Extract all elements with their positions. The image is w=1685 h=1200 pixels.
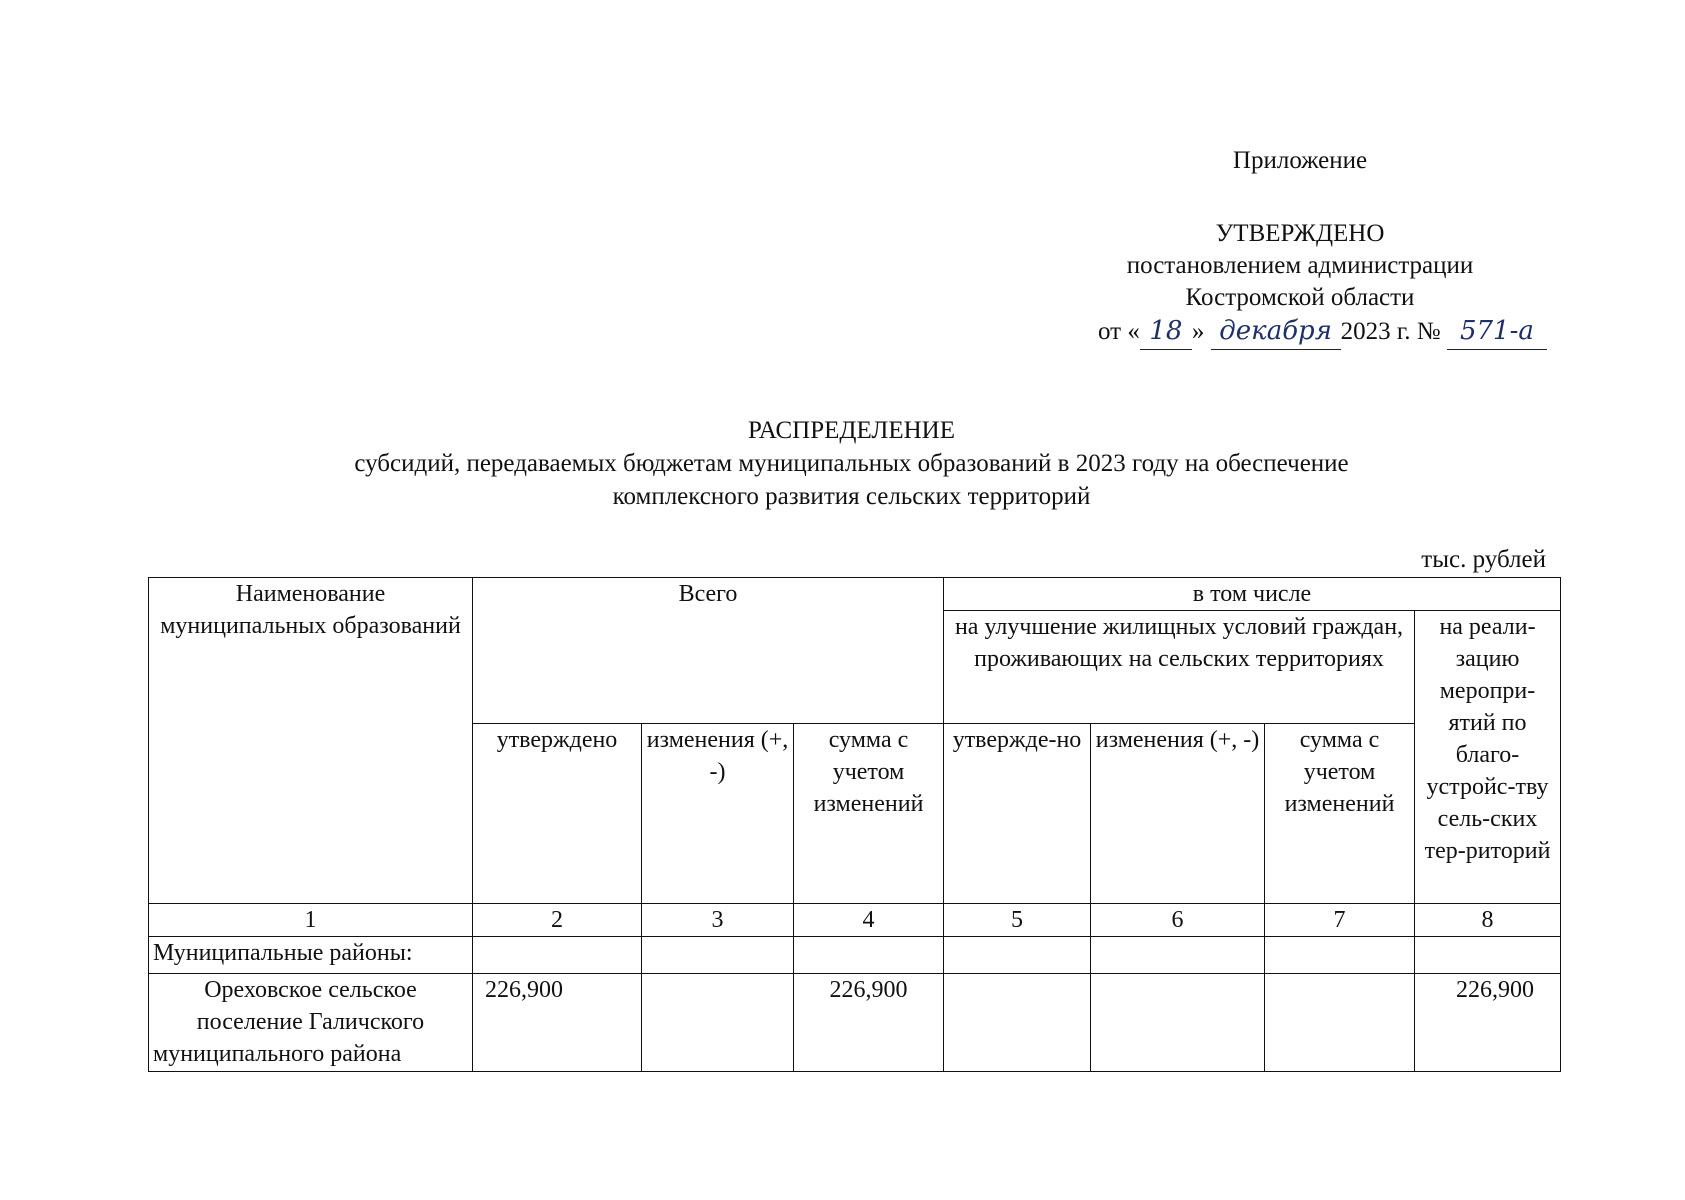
column-number-row (149, 904, 1561, 937)
date-day: 18 (1140, 313, 1192, 350)
empty-cell (1091, 937, 1265, 974)
appendix-label (1180, 145, 1420, 177)
approved-by-line1: постановлением администрации (1126, 252, 1474, 279)
doc-number: 571-а (1447, 313, 1547, 350)
date-year: 2023 г. № (1340, 318, 1441, 345)
date-prefix: от « (1098, 318, 1140, 345)
empty-cell (1265, 937, 1415, 974)
row-changes (642, 974, 794, 1072)
document-title (148, 414, 1555, 513)
header-name (149, 578, 473, 904)
header-total (473, 578, 944, 724)
subheader-housing-changes-text: изменения (+, -) (1095, 727, 1260, 753)
header-including-text: в том числе (1192, 581, 1312, 607)
column-number: 6 (1091, 904, 1265, 937)
header-improvement-text: на реали-зацию меропри-ятий по благо-устройс-тву сель-ских тер-риторий (1424, 614, 1551, 864)
column-number: 2 (473, 904, 642, 937)
subheader-housing-approved-text: утвержде-но (952, 727, 1082, 753)
subheader-sum (794, 724, 944, 904)
row-housing-changes (1091, 974, 1265, 1072)
unit-text: тыс. рублей (1421, 546, 1546, 573)
row-housing-sum (1265, 974, 1415, 1072)
empty-cell (1415, 937, 1561, 974)
subheader-changes-text: изменения (+, -) (646, 727, 789, 785)
column-number: 7 (1265, 904, 1415, 937)
empty-cell (794, 937, 944, 974)
section-label: Муниципальные районы: (149, 937, 473, 974)
approved-by-line2: Костромской области (1185, 284, 1415, 311)
subheader-changes (642, 724, 794, 904)
header-housing (944, 611, 1415, 724)
subheader-approved (473, 724, 642, 904)
column-number: 4 (794, 904, 944, 937)
subheader-approved-text: утверждено (496, 727, 618, 753)
subheader-housing-sum (1265, 724, 1415, 904)
approval-date-line (1098, 313, 1547, 350)
column-number: 3 (642, 904, 794, 937)
empty-cell (473, 937, 642, 974)
title-line1: РАСПРЕДЕЛЕНИЕ (747, 417, 956, 444)
header-name-text: Наименование муниципальных образований (160, 581, 461, 639)
section-row (149, 937, 1561, 974)
header-including (944, 578, 1561, 611)
unit-label (1360, 545, 1546, 575)
title-line3: комплексного развития сельских территорий (612, 483, 1091, 510)
distribution-table (148, 577, 1561, 1072)
date-quote-close: » (1191, 318, 1205, 345)
header-improvement (1415, 611, 1561, 904)
table-row (149, 974, 1561, 1072)
row-improvement: 226,900 (1415, 974, 1561, 1072)
subheader-housing-approved (944, 724, 1091, 904)
row-approved: 226,900 (473, 974, 642, 1072)
date-month: декабря (1211, 313, 1341, 350)
appendix-text: Приложение (1232, 147, 1368, 174)
empty-cell (944, 937, 1091, 974)
row-sum: 226,900 (794, 974, 944, 1072)
title-line2: субсидий, передаваемых бюджетам муниципальных образований в 2023 году на обеспечение (354, 450, 1349, 477)
subheader-housing-sum-text: сумма с учетом изменений (1284, 727, 1395, 817)
column-number: 8 (1415, 904, 1561, 937)
row-name: Ореховское сельское поселение Галичского муниципального района (149, 974, 473, 1072)
approved-heading: УТВЕРЖДЕНО (1215, 220, 1385, 247)
row-housing-approved (944, 974, 1091, 1072)
approval-block (1090, 218, 1510, 314)
empty-cell (642, 937, 794, 974)
column-number: 5 (944, 904, 1091, 937)
column-number: 1 (149, 904, 473, 937)
header-total-text: Всего (678, 581, 738, 607)
subheader-housing-changes (1091, 724, 1265, 904)
header-housing-text: на улучшение жилищных условий граждан, проживающих на сельских территориях (954, 614, 1404, 672)
subheader-sum-text: сумма с учетом изменений (813, 727, 924, 817)
